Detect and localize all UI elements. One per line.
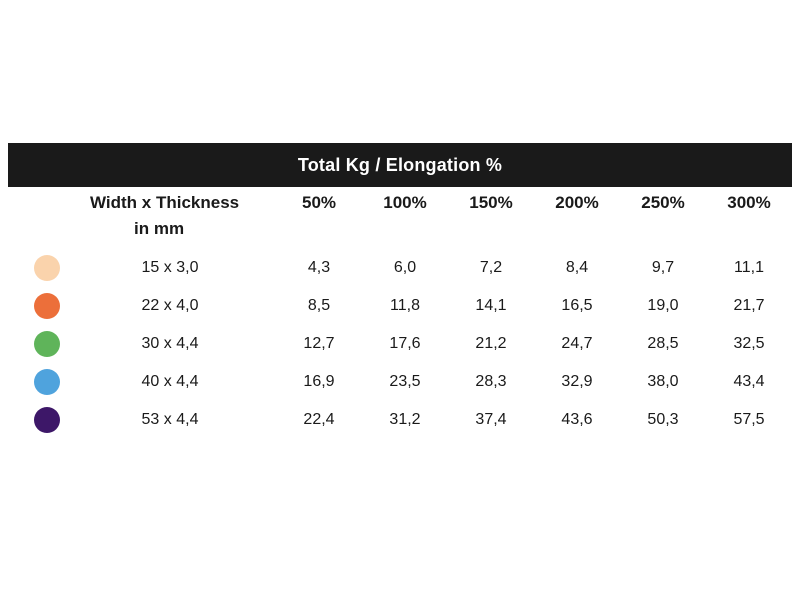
cell-100: 11,8: [390, 297, 420, 314]
column-header-300: 300%: [727, 193, 771, 212]
elongation-table: [8, 143, 792, 439]
color-swatch-icon: [34, 369, 60, 395]
cell-100: 23,5: [389, 373, 421, 390]
header-sub-spacer-4: [534, 219, 620, 249]
cell-50: 16,9: [303, 373, 335, 390]
row-label: 40 x 4,4: [141, 373, 199, 390]
cell-100: 6,0: [393, 259, 417, 276]
cell-100: 31,2: [389, 411, 421, 428]
cell-150: 14,1: [475, 297, 507, 314]
header-sub-spacer-5: [620, 219, 706, 249]
table-header-subrow: [8, 219, 792, 249]
table-row: [8, 287, 792, 325]
header-swatch-spacer-2: [8, 219, 86, 249]
cell-300: 43,4: [733, 373, 765, 390]
header-sub-spacer-2: [362, 219, 448, 249]
row-swatch-cell: [8, 401, 86, 439]
header-swatch-spacer: [8, 187, 86, 219]
cell-300: 11,1: [734, 259, 764, 276]
table-title: Total Kg / Elongation %: [8, 143, 792, 187]
cell-100: 17,6: [389, 335, 421, 352]
color-swatch-icon: [34, 255, 60, 281]
cell-250: 28,5: [647, 335, 679, 352]
cell-300: 21,7: [733, 297, 765, 314]
cell-150: 37,4: [475, 411, 507, 428]
table-row: [8, 401, 792, 439]
column-header-100: 100%: [383, 193, 427, 212]
cell-250: 9,7: [651, 259, 675, 276]
spec-table-container: [8, 143, 792, 439]
row-label: 15 x 3,0: [141, 259, 199, 276]
row-label: 30 x 4,4: [141, 335, 199, 352]
row-swatch-cell: [8, 325, 86, 363]
cell-250: 50,3: [647, 411, 679, 428]
cell-150: 7,2: [479, 259, 503, 276]
column-header-200: 200%: [555, 193, 599, 212]
cell-150: 28,3: [475, 373, 507, 390]
header-sub-spacer-3: [448, 219, 534, 249]
column-header-50: 50%: [301, 193, 337, 212]
cell-300: 57,5: [733, 411, 765, 428]
cell-200: 16,5: [561, 297, 593, 314]
header-sub-spacer-1: [276, 219, 362, 249]
header-label-line2: in mm: [134, 219, 185, 238]
table-header-row: [8, 187, 792, 219]
color-swatch-icon: [34, 293, 60, 319]
row-label: 53 x 4,4: [141, 411, 199, 428]
color-swatch-icon: [34, 407, 60, 433]
row-swatch-cell: [8, 287, 86, 325]
row-label: 22 x 4,0: [141, 297, 199, 314]
cell-300: 32,5: [733, 335, 765, 352]
cell-150: 21,2: [475, 335, 507, 352]
table-row: [8, 249, 792, 287]
cell-250: 19,0: [647, 297, 679, 314]
cell-50: 8,5: [307, 297, 331, 314]
column-header-250: 250%: [641, 193, 685, 212]
cell-50: 22,4: [303, 411, 335, 428]
header-sub-spacer-6: [706, 219, 792, 249]
cell-200: 24,7: [561, 335, 593, 352]
table-row: [8, 325, 792, 363]
table-row: [8, 363, 792, 401]
cell-200: 32,9: [561, 373, 593, 390]
cell-50: 4,3: [307, 259, 331, 276]
row-swatch-cell: [8, 363, 86, 401]
table-title-row: [8, 143, 792, 187]
column-header-150: 150%: [469, 193, 513, 212]
cell-50: 12,7: [303, 335, 335, 352]
cell-200: 8,4: [565, 259, 589, 276]
row-swatch-cell: [8, 249, 86, 287]
color-swatch-icon: [34, 331, 60, 357]
cell-250: 38,0: [647, 373, 679, 390]
header-label-line1: Width x Thickness: [90, 193, 240, 212]
cell-200: 43,6: [561, 411, 593, 428]
